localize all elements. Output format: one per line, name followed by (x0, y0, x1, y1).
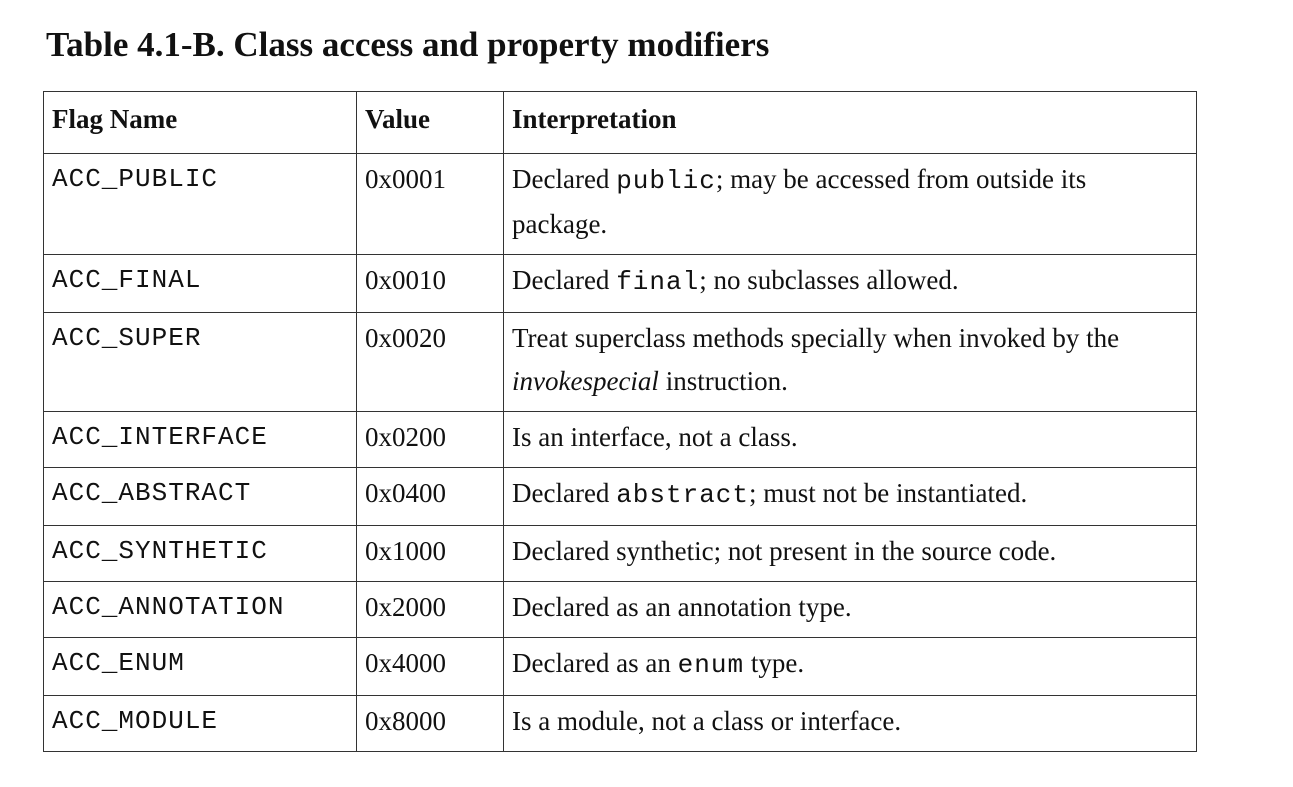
table-row (44, 526, 1197, 582)
interp-emphasis: invokespecial (512, 366, 659, 396)
flag-name-cell: ACC_ANNOTATION (44, 582, 357, 638)
interp-text: type. (744, 648, 805, 678)
interp-code: public (616, 166, 716, 196)
header-value: Value (357, 92, 504, 154)
value-cell: 0x2000 (357, 582, 504, 638)
value-cell: 0x0010 (357, 255, 504, 313)
value-cell: 0x0001 (357, 154, 504, 255)
flag-name-cell: ACC_ABSTRACT (44, 468, 357, 526)
table-row (44, 582, 1197, 638)
flag-name-cell: ACC_MODULE (44, 696, 357, 752)
interp-code: abstract (616, 480, 750, 510)
value-cell: 0x0200 (357, 412, 504, 468)
interp-text: Declared (512, 164, 617, 194)
table-row (44, 412, 1197, 468)
interpretation-cell (504, 154, 1197, 255)
interp-text: Declared as an (512, 648, 678, 678)
interpretation-cell (504, 638, 1197, 696)
header-interpretation: Interpretation (504, 92, 1197, 154)
interp-text: ; may be accessed from outside its package. (512, 164, 1087, 239)
table-row (44, 638, 1197, 696)
table-row (44, 255, 1197, 313)
interp-text: Declared (512, 478, 617, 508)
flag-name-cell: ACC_INTERFACE (44, 412, 357, 468)
table-row (44, 154, 1197, 255)
table-title: Table 4.1-B. Class access and property modifiers (46, 25, 770, 64)
access-flags-table (43, 91, 1197, 752)
interpretation-cell (504, 313, 1197, 412)
interp-text: Declared (512, 265, 617, 295)
flag-name-cell: ACC_SYNTHETIC (44, 526, 357, 582)
flag-name-cell: ACC_SUPER (44, 313, 357, 412)
interp-code: enum (677, 650, 745, 680)
interp-text: Treat superclass methods specially when invoked by the (512, 323, 1120, 353)
table-row (44, 313, 1197, 412)
flag-name-cell: ACC_PUBLIC (44, 154, 357, 255)
value-cell: 0x1000 (357, 526, 504, 582)
table-row (44, 468, 1197, 526)
flag-name-cell: ACC_ENUM (44, 638, 357, 696)
value-cell: 0x0020 (357, 313, 504, 412)
value-cell: 0x4000 (357, 638, 504, 696)
interp-code: final (616, 267, 700, 297)
interpretation-cell: Declared synthetic; not present in the source code. (504, 526, 1197, 582)
interp-text: instruction. (658, 366, 788, 396)
value-cell: 0x8000 (357, 696, 504, 752)
value-cell: 0x0400 (357, 468, 504, 526)
interpretation-cell (504, 468, 1197, 526)
interpretation-cell: Is an interface, not a class. (504, 412, 1197, 468)
table-row (44, 696, 1197, 752)
interpretation-cell (504, 255, 1197, 313)
flag-name-cell: ACC_FINAL (44, 255, 357, 313)
header-row (44, 92, 1197, 154)
interpretation-cell: Declared as an annotation type. (504, 582, 1197, 638)
interp-text: ; no subclasses allowed. (699, 265, 959, 295)
interpretation-cell: Is a module, not a class or interface. (504, 696, 1197, 752)
header-flag-name: Flag Name (44, 92, 357, 154)
interp-text: ; must not be instantiated. (749, 478, 1028, 508)
